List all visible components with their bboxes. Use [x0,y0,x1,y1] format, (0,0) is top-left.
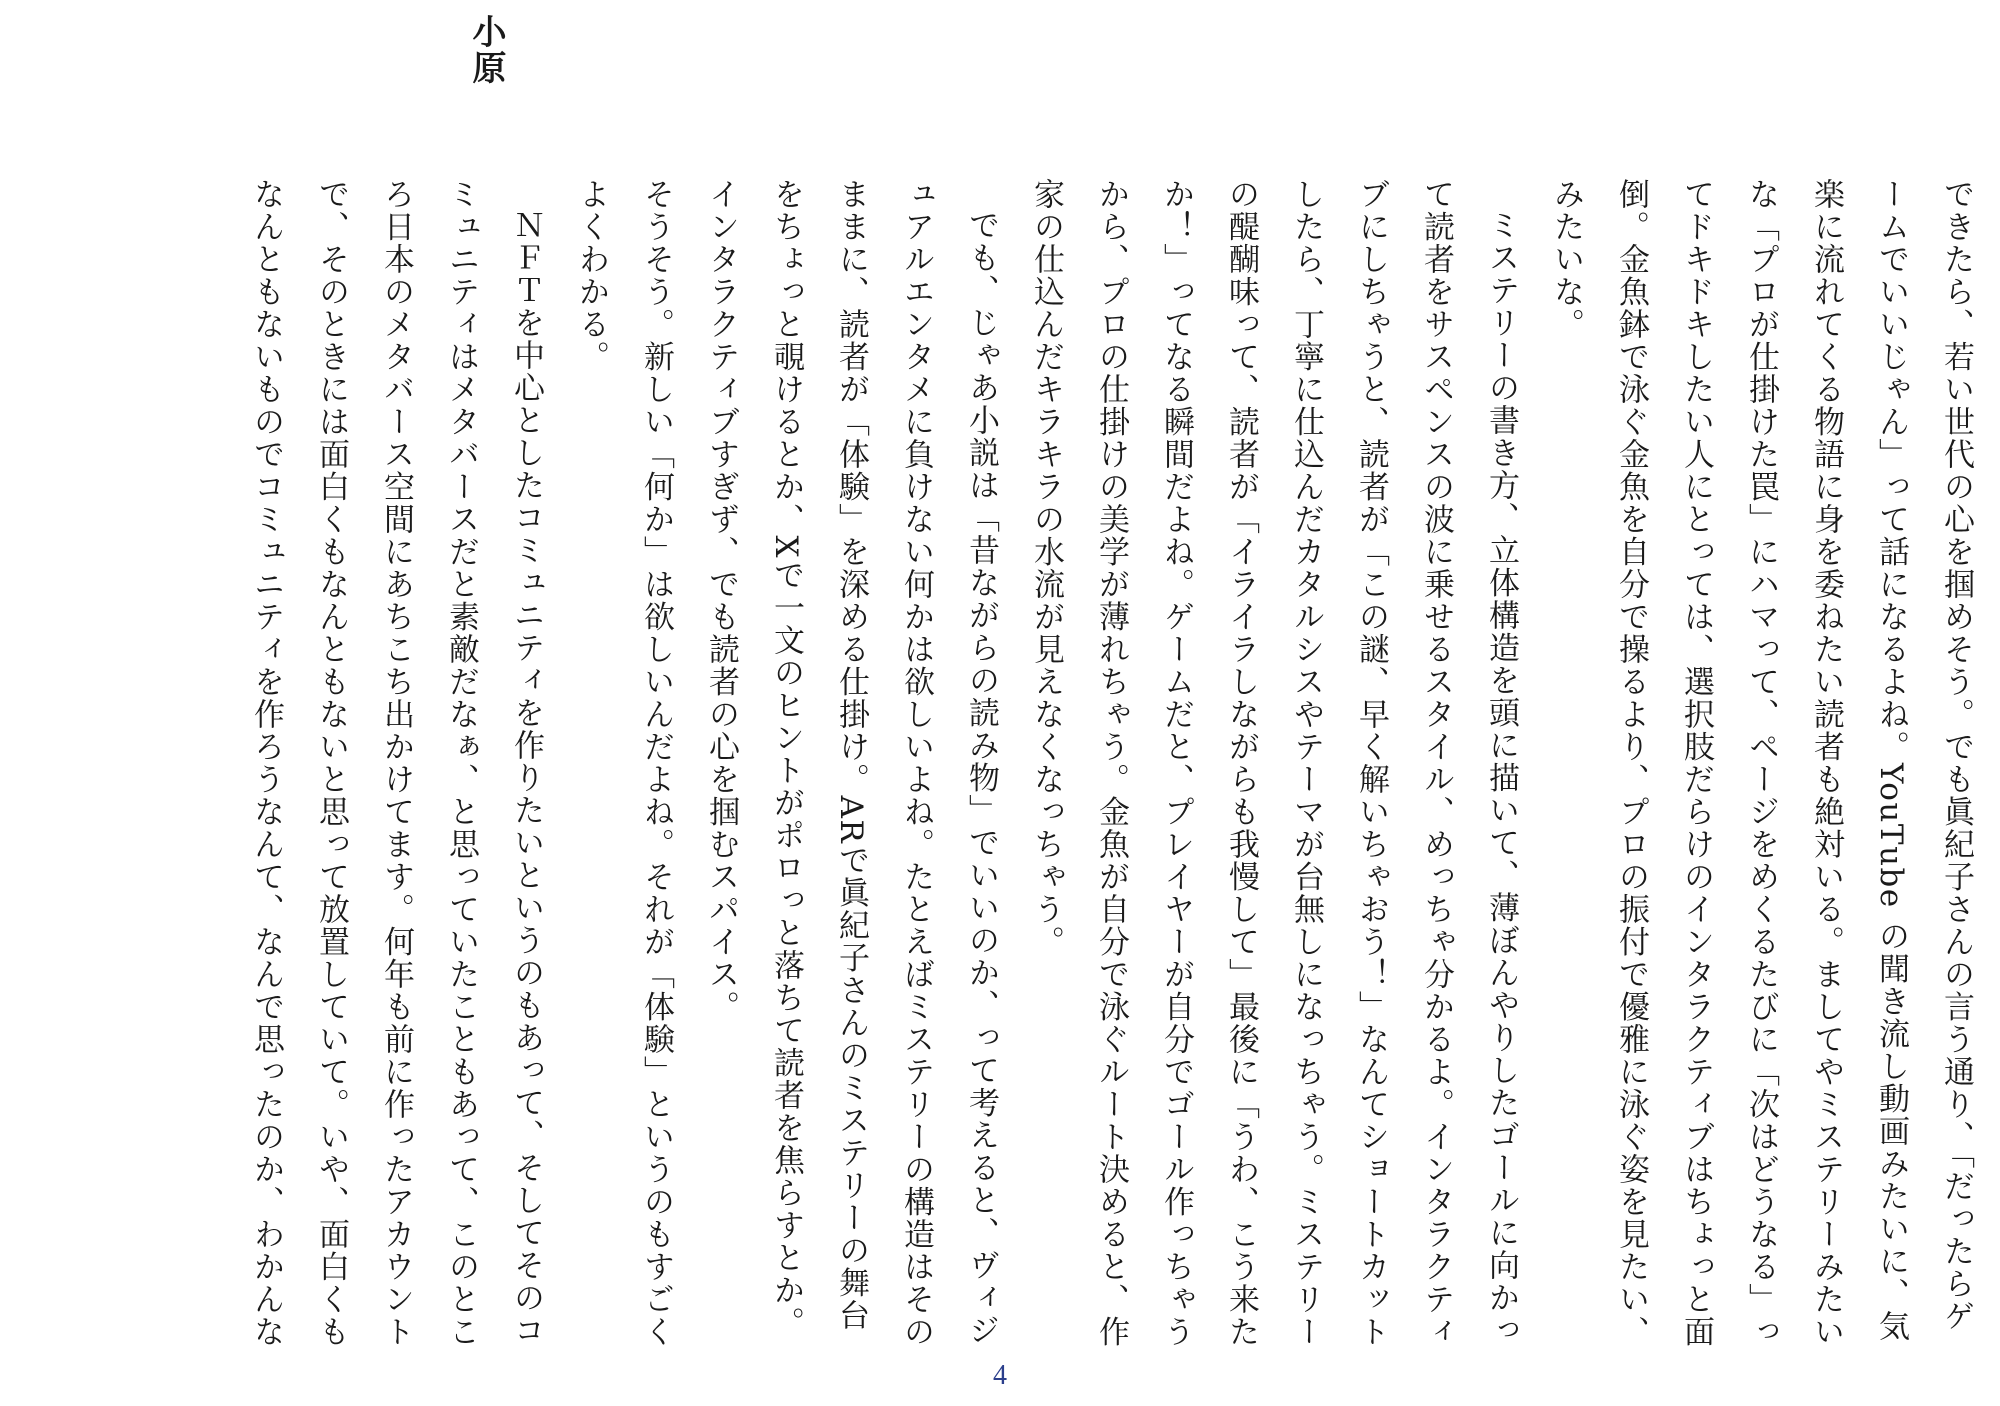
paragraph-5: ＮＦＴを中心としたコミュニティを作りたいというのもあって、そしてそのコミュニティはメタバースだと素敵だなぁ、と思っていたこともあって、このところ日本のメタバース空間にあちこち出かけてます。何年も前に作ったアカウントで、そのときには面白くもなんともないと思って放置していて。いや、面白くもなんともないものでコミュニティを作ろうなんて、なんで思ったのか、わかんな [248,178,544,1348]
paragraph-1: できたら、若い世代の心を掴めそう。でも眞紀子さんの言う通り、「だったらゲームでいいじゃん」って話になるよね。YouTube の聞き流し動画みたいに、気楽に流れてくる物語に身を委ねたい読者も絶対いる。ましてやミステリーみたいな「プロが仕掛けた罠」にハマって、ページをめくるたびに「次はどうなる」ってドキドキしたい人にとっては、選択肢だらけのインタラクティブはちょっと面倒。金魚鉢で泳ぐ金魚を自分で操るより、プロの振付で優雅に泳ぐ姿を見たい、みたいな。 [1548,178,1974,1348]
page-number: 4 [993,1360,1007,1391]
body-text [13,178,1988,1348]
paragraph-2: ミステリーの書き方、立体構造を頭に描いて、薄ぼんやりしたゴールに向かって読者をサスペンスの波に乗せるスタイル、めっちゃ分かるよ。インタラクティブにしちゃうと、読者が「この謎、早く解いちゃおう！」なんてショートカットしたら、丁寧に仕込んだカタルシスやテーマが台無しになっちゃう。ミステリーの醍醐味って、読者が「イライラしながらも我慢して」最後に「うわ、こう来たか！」ってなる瞬間だよね。ゲームだと、プレイヤーが自分でゴール作っちゃうから、プロの仕掛けの美学が薄れちゃう。金魚が自分で泳ぐルート決めると、作家の仕込んだキラキラの水流が見えなくなっちゃう。 [1028,178,1519,1348]
paragraph-3: でも、じゃあ小説は「昔ながらの読み物」でいいのか、って考えると、ヴィジュアルエンタメに負けない何かは欲しいよね。たとえばミステリーの構造はそのままに、読者が「体験」を深める仕掛け。ARで眞紀子さんのミステリーの舞台をちょっと覗けるとか、Xで一文のヒントがポロっと落ちて読者を焦らすとか。インタラクティブすぎず、でも読者の心を掴むスパイス。 [703,178,999,1348]
speaker-name: 小原 [466,14,506,86]
paragraph-4: そうそう。新しい「何か」は欲しいんだよね。それが「体験」というのもすごくよくわかる。 [573,178,674,1348]
